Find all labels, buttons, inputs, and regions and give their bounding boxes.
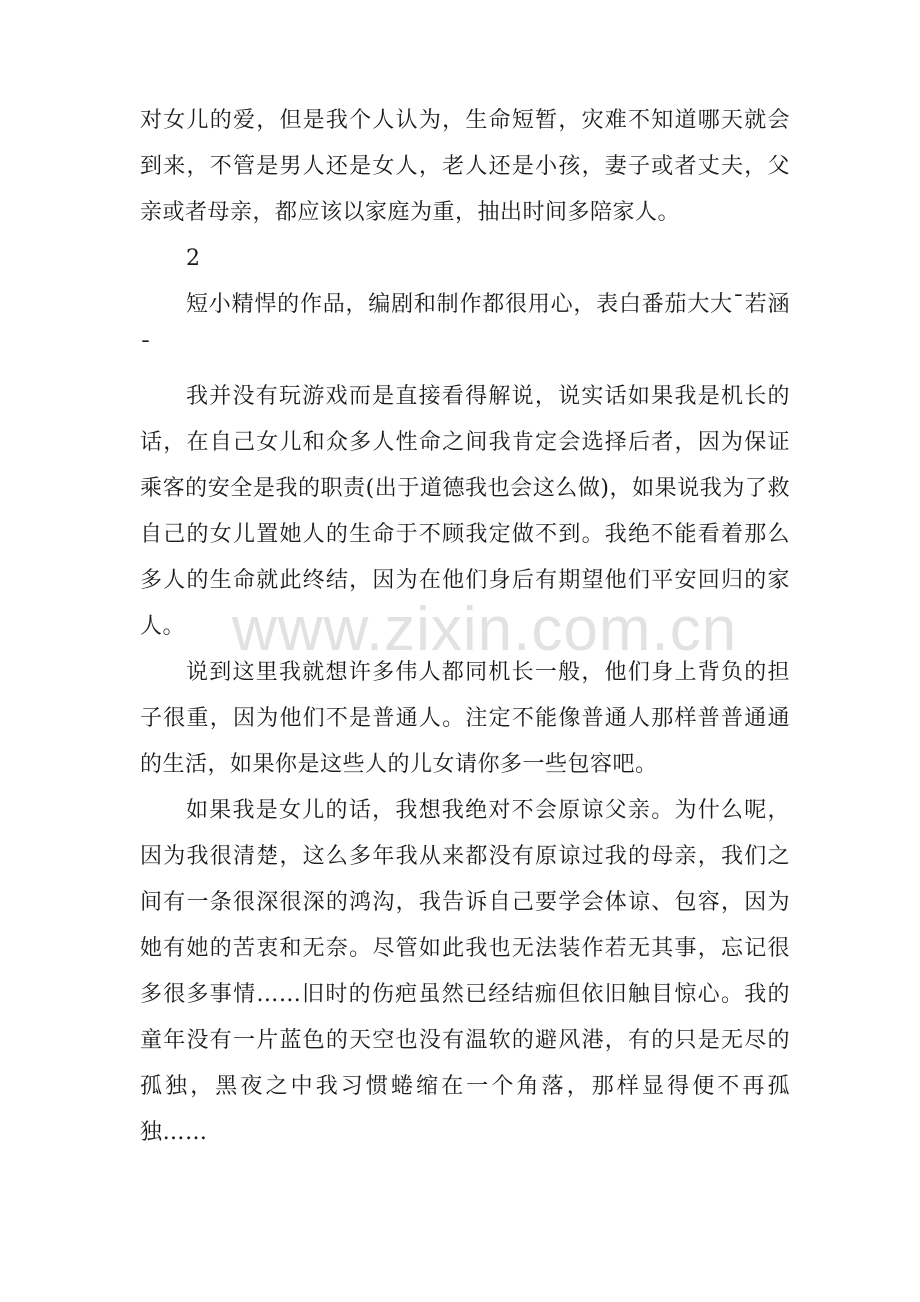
paragraph-3: 短小精悍的作品，编剧和制作都很用心，表白番茄大大¯若涵¯: [140, 292, 790, 363]
paragraph-2-section-number: 2: [186, 246, 201, 271]
paragraph-1: 对女儿的爱，但是我个人认为，生命短暂，灾难不知道哪天就会到来，不管是男人还是女人，老人还是小孩，妻子或者丈夫，父亲或者母亲，都应该以家庭为重，抽出时间多陪家人。: [140, 108, 790, 225]
paragraph-5: 说到这里我就想许多伟人都同机长一般，他们身上背负的担子很重，因为他们不是普通人。注定不能像普通人那样普普通通的生活，如果你是这些人的儿女请你多一些包容吧。: [140, 660, 790, 777]
paragraph-4: 我并没有玩游戏而是直接看得解说，说实话如果我是机长的话，在自己女儿和众多人性命之间我肯定会选择后者，因为保证乘客的安全是我的职责(出于道德我也会这么做)，如果说我为了救自己的女儿置她人的生命于不顾我定做不到。我绝不能看着那么多人的生命就此终结，因为在他们身后有期望他们平安回归的家人。: [140, 384, 790, 639]
paragraph-6: 如果我是女儿的话，我想我绝对不会原谅父亲。为什么呢，因为我很清楚，这么多年我从来都没有原谅过我的母亲，我们之间有一条很深很深的鸿沟，我告诉自己要学会体谅、包容，因为她有她的苦衷和无奈。尽管如此我也无法装作若无其事，忘记很多很多事情……旧时的伤疤虽然已经结痂但依旧触目惊心。我的童年没有一片蓝色的天空也没有温软的避风港，有的只是无尽的孤独，黑夜之中我习惯蜷缩在一个角落，那样显得便不再孤独……: [140, 798, 790, 1145]
document-body: [140, 98, 790, 1156]
watermark-text: www.zixin.com.cn: [232, 595, 738, 664]
